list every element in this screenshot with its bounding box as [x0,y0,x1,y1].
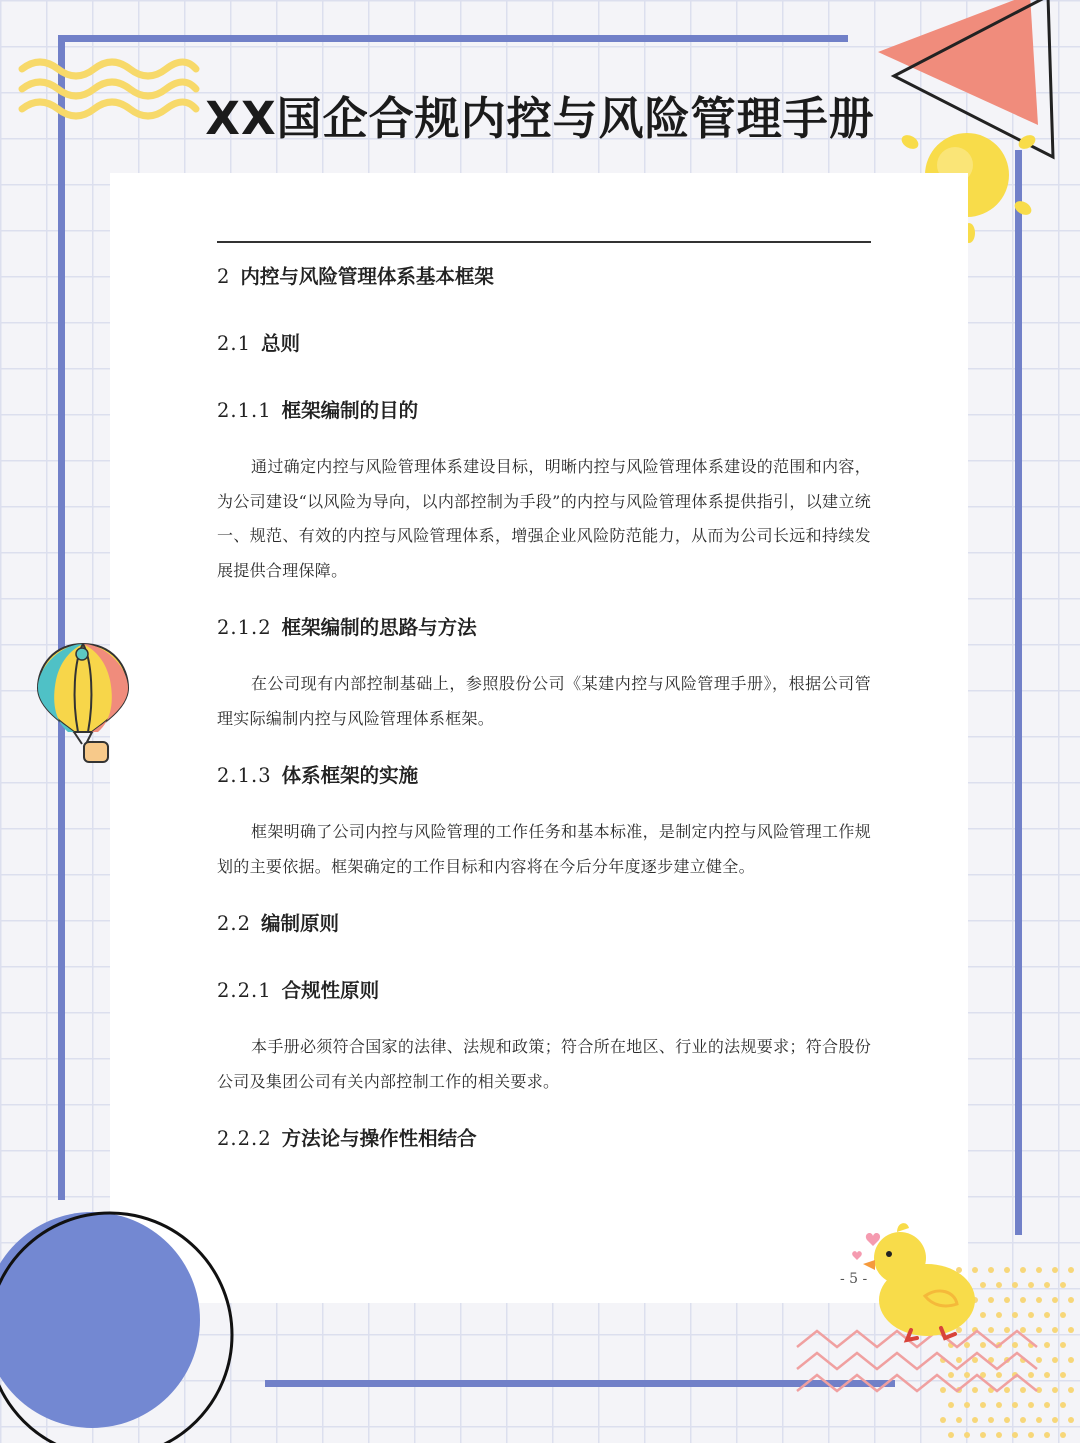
section-heading: 2.1.3 体系框架的实施 [217,764,419,787]
frame-right-border [1015,150,1022,1235]
dot [1068,1417,1074,1423]
frame-left-border [58,35,65,1200]
dot [948,1432,954,1438]
section-heading: 2 内控与风险管理体系基本框架 [217,265,494,288]
dot [1036,1267,1042,1273]
dot [1044,1432,1050,1438]
dot [980,1432,986,1438]
dot [1068,1297,1074,1303]
dot [1060,1312,1066,1318]
dot [1028,1432,1034,1438]
dot [1028,1402,1034,1408]
dot [1060,1342,1066,1348]
section-heading: 2.2 编制原则 [217,912,340,935]
dot [1052,1417,1058,1423]
section-heading: 2.1.2 框架编制的思路与方法 [217,616,477,639]
section-heading: 2.2.1 合规性原则 [217,979,380,1002]
dot [1060,1432,1066,1438]
dot [964,1432,970,1438]
frame-top-border [58,35,848,42]
circle-icon [0,1190,250,1443]
body-paragraph: 本手册必须符合国家的法律、法规和政策；符合所在地区、行业的法规要求；符合股份公司及集团公司有关内部控制工作的相关要求。 [217,1037,871,1091]
hot-air-balloon-icon [34,640,132,768]
body-paragraph: 通过确定内控与风险管理体系建设目标，明晰内控与风险管理体系建设的范围和内容，为公司建设“以风险为导向，以内部控制为手段”的内控与风险管理体系提供指引，以建立统一、规范、有效的内控与风险管理体系，增强企业风险防范能力，从而为公司长远和持续发展提供合理保障。 [217,457,871,580]
section-heading: 2.1 总则 [217,332,301,355]
document-content [217,243,871,1172]
dot [948,1402,954,1408]
dot [1044,1312,1050,1318]
dot [988,1267,994,1273]
document-page [110,173,968,1303]
dot [1052,1357,1058,1363]
dot [1028,1312,1034,1318]
dot [1068,1327,1074,1333]
dot [940,1417,946,1423]
section-heading: 2.2.2 方法论与操作性相结合 [217,1127,477,1150]
dot [1036,1297,1042,1303]
duck-icon [845,1218,985,1348]
dot [1012,1432,1018,1438]
dot [1068,1357,1074,1363]
body-paragraph: 在公司现有内部控制基础上，参照股份公司《某建内控与风险管理手册》，根据公司管理实际编制内控与风险管理体系框架。 [217,674,871,728]
dot [1068,1387,1074,1393]
dot [988,1417,994,1423]
dot [1012,1402,1018,1408]
dot [1004,1267,1010,1273]
dot [1020,1417,1026,1423]
dot [996,1402,1002,1408]
dot [1044,1402,1050,1408]
dot [1044,1282,1050,1288]
dot [996,1432,1002,1438]
dot [1004,1417,1010,1423]
dot [996,1282,1002,1288]
dot [1060,1402,1066,1408]
document-title: XX国企合规内控与风险管理手册 [205,92,875,145]
dot [1036,1417,1042,1423]
dot [1068,1267,1074,1273]
dot [972,1417,978,1423]
dot [980,1402,986,1408]
dot [996,1312,1002,1318]
dot [1060,1282,1066,1288]
dot [988,1297,994,1303]
dot [964,1402,970,1408]
dot [1004,1297,1010,1303]
dot [1052,1327,1058,1333]
dot [1052,1297,1058,1303]
dot [1020,1267,1026,1273]
dot [1012,1312,1018,1318]
section-heading: 2.1.1 框架编制的目的 [217,399,419,422]
dot [1028,1282,1034,1288]
dot [1012,1282,1018,1288]
dot [1052,1267,1058,1273]
dot [1052,1387,1058,1393]
dot [1060,1372,1066,1378]
dot [956,1417,962,1423]
page-number: - 5 - [840,1271,868,1287]
dot [1020,1297,1026,1303]
body-paragraph: 框架明确了公司内控与风险管理的工作任务和基本标准，是制定内控与风险管理工作规划的主要依据。框架确定的工作目标和内容将在今后分年度逐步建立健全。 [217,822,871,876]
